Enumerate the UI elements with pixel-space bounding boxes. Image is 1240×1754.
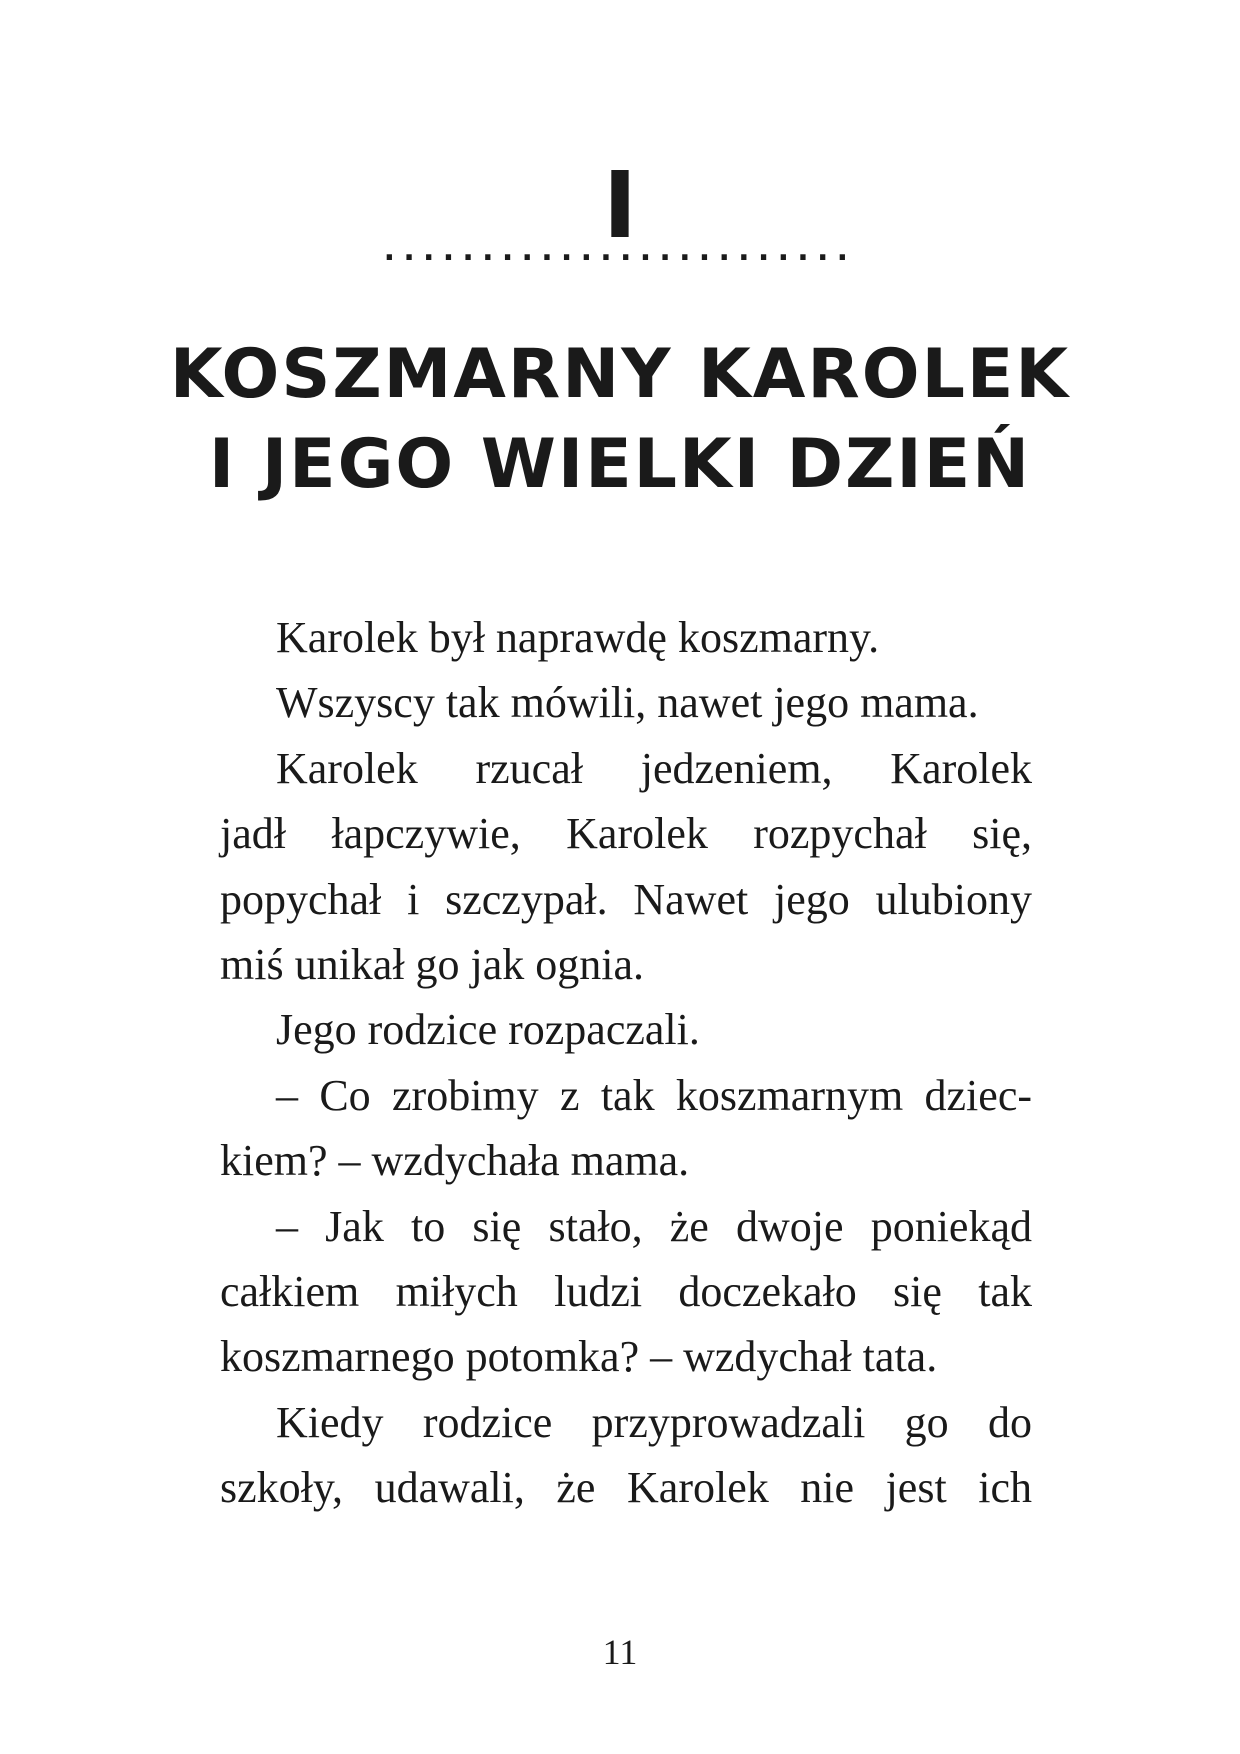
text-line: Kiedy rodzice przyprowadzali go do: [276, 1397, 1032, 1447]
text-line: Wszyscy tak mówili, nawet jego mama.: [276, 678, 979, 728]
text-line: Karolek rzucał jedzeniem, Karolek: [276, 743, 1032, 793]
chapter-title-line: KOSZMARNY KAROLEK: [169, 335, 1071, 414]
text-line: Jego rodzice rozpaczali.: [276, 1005, 700, 1055]
text-line: szkoły, udawali, że Karolek nie jest ich: [220, 1463, 1032, 1513]
chapter-number: I: [602, 152, 638, 259]
text-line: miś unikał go jak ognia.: [220, 939, 645, 989]
text-line: kiem? – wzdychała mama.: [220, 1136, 690, 1186]
text-line: całkiem miłych ludzi doczekało się tak: [220, 1266, 1032, 1316]
page-number: 11: [602, 1632, 638, 1672]
chapter-separator: ........................: [383, 233, 857, 268]
body-text: [220, 605, 1032, 1520]
text-line: popychał i szczypał. Nawet jego ulubiony: [220, 874, 1032, 924]
chapter-title-line: I JEGO WIELKI DZIEŃ: [208, 425, 1032, 504]
chapter-title: [0, 330, 1240, 510]
text-line: – Jak to się stało, że dwoje poniekąd: [276, 1201, 1032, 1251]
text-line: jadł łapczywie, Karolek rozpychał się,: [220, 809, 1032, 859]
text-line: – Co zrobimy z tak koszmarnym dziec-: [276, 1070, 1032, 1120]
text-line: Karolek był naprawdę koszmarny.: [276, 613, 880, 662]
text-line: koszmarnego potomka? – wzdychał tata.: [220, 1332, 938, 1382]
